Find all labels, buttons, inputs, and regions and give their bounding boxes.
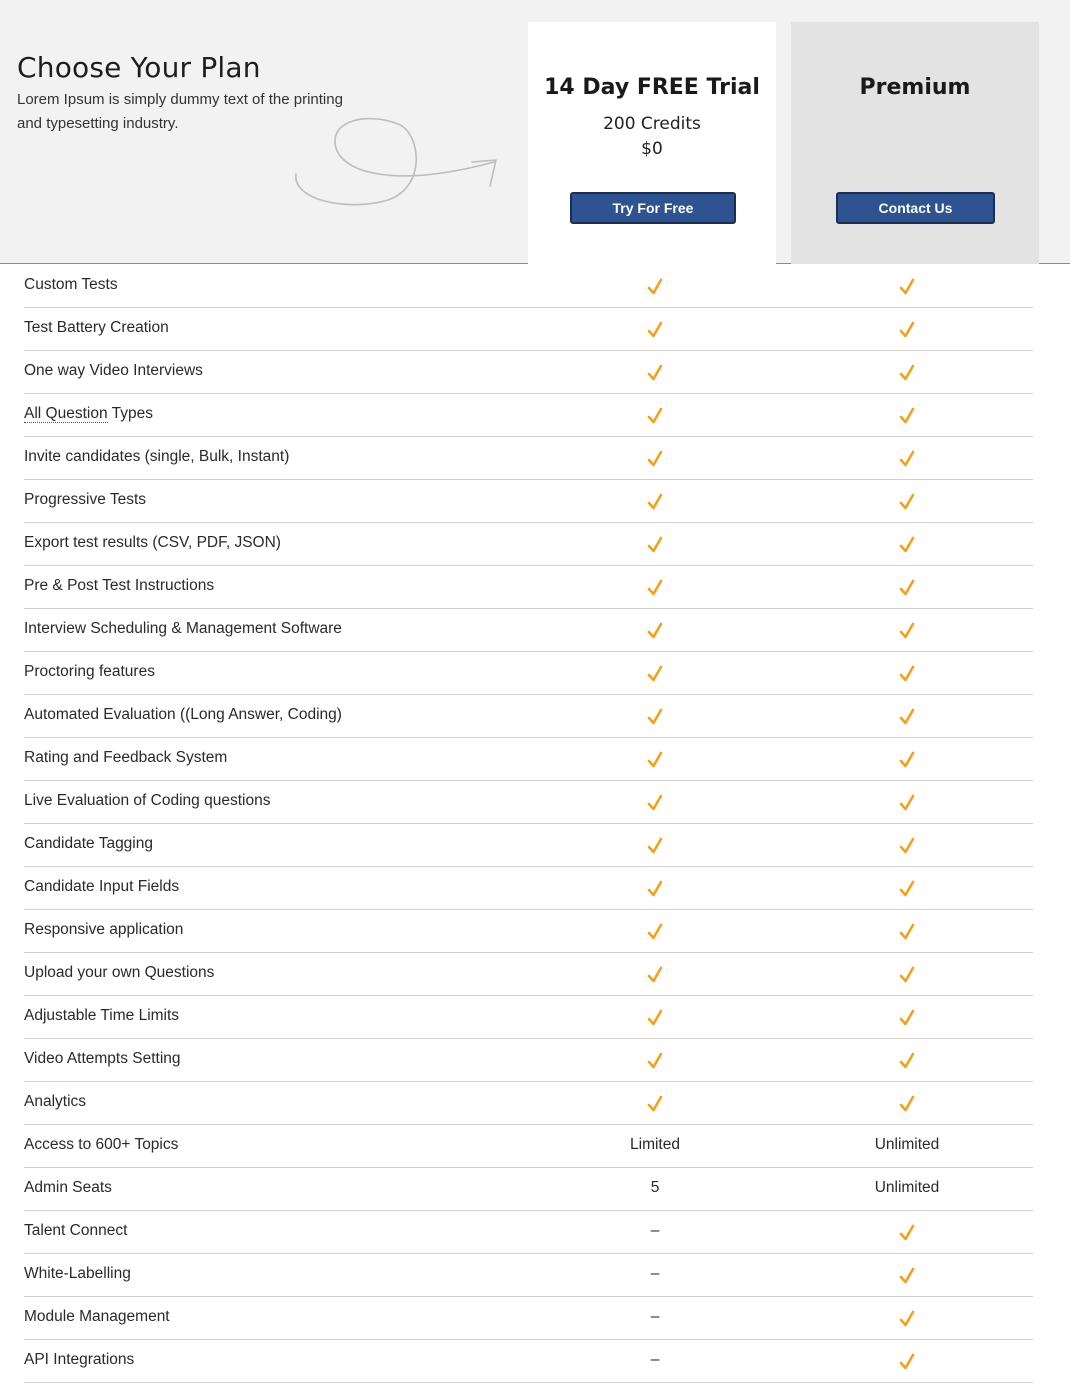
feature-value: Limited (630, 1136, 680, 1153)
table-row (24, 1082, 1033, 1125)
feature-label: Interview Scheduling & Management Software (24, 620, 342, 637)
feature-value: 5 (650, 1179, 660, 1196)
not-included-dash: – (650, 1308, 660, 1325)
table-row (24, 695, 1033, 738)
table-row (24, 1254, 1033, 1297)
check-icon (595, 791, 715, 813)
check-icon (847, 318, 967, 340)
check-icon (595, 318, 715, 340)
table-row (24, 1297, 1033, 1340)
check-icon (847, 1006, 967, 1028)
feature-label: Upload your own Questions (24, 964, 215, 981)
check-icon (595, 705, 715, 727)
feature-label: Live Evaluation of Coding questions (24, 792, 271, 809)
feature-label: Invite candidates (single, Bulk, Instant) (24, 448, 290, 465)
contact-us-button[interactable]: Contact Us (836, 192, 995, 224)
check-icon (847, 447, 967, 469)
check-icon (847, 1264, 967, 1286)
check-icon (595, 619, 715, 641)
check-icon (847, 619, 967, 641)
check-icon (847, 1092, 967, 1114)
feature-label: Test Battery Creation (24, 319, 169, 336)
plan-card-premium (791, 22, 1039, 264)
check-icon (847, 361, 967, 383)
loop-arrow-doodle (288, 112, 508, 216)
feature-label: Candidate Tagging (24, 835, 153, 852)
check-icon (847, 834, 967, 856)
feature-label: Adjustable Time Limits (24, 1007, 180, 1024)
feature-label: Pre & Post Test Instructions (24, 577, 215, 594)
table-row (24, 351, 1033, 394)
not-included-dash: – (650, 1222, 660, 1239)
check-icon (595, 447, 715, 469)
check-icon (847, 404, 967, 426)
check-icon (595, 361, 715, 383)
feature-label: Custom Tests (24, 276, 118, 293)
feature-label: Proctoring features (24, 663, 155, 680)
table-row (24, 1125, 1033, 1168)
check-icon (595, 1092, 715, 1114)
check-icon (595, 662, 715, 684)
feature-label: Candidate Input Fields (24, 878, 180, 895)
feature-label: Responsive application (24, 921, 184, 938)
check-icon (847, 1307, 967, 1329)
feature-label: Progressive Tests (24, 491, 147, 508)
table-row (24, 867, 1033, 910)
feature-label: Video Attempts Setting (24, 1050, 181, 1067)
check-icon (847, 920, 967, 942)
plan-name: 14 Day FREE Trial (544, 75, 760, 100)
feature-label: Access to 600+ Topics (24, 1136, 179, 1153)
table-row (24, 308, 1033, 351)
check-icon (847, 576, 967, 598)
table-row (24, 1168, 1033, 1211)
check-icon (847, 1221, 967, 1243)
table-row (24, 1211, 1033, 1254)
table-row (24, 824, 1033, 867)
table-row (24, 480, 1033, 523)
feature-label-rest: Types (107, 405, 153, 422)
check-icon (847, 791, 967, 813)
feature-label: Rating and Feedback System (24, 749, 228, 766)
plan-credits: 200 Credits (603, 114, 701, 134)
check-icon (595, 877, 715, 899)
table-row (24, 910, 1033, 953)
table-row (24, 953, 1033, 996)
try-for-free-button[interactable]: Try For Free (570, 192, 736, 224)
description-line-1: Lorem Ipsum is simply dummy text of the printing (17, 91, 343, 108)
feature-label: API Integrations (24, 1351, 135, 1368)
check-icon (847, 533, 967, 555)
check-icon (847, 1350, 967, 1372)
check-icon (847, 275, 967, 297)
check-icon (595, 1006, 715, 1028)
table-row (24, 265, 1033, 308)
check-icon (595, 576, 715, 598)
check-icon (595, 490, 715, 512)
check-icon (595, 533, 715, 555)
feature-value: Unlimited (874, 1179, 940, 1196)
check-icon (847, 748, 967, 770)
feature-label: Talent Connect (24, 1222, 128, 1239)
table-row (24, 523, 1033, 566)
table-row (24, 1340, 1033, 1383)
check-icon (847, 1049, 967, 1071)
plan-card-trial (528, 22, 776, 264)
page-title: Choose Your Plan (17, 51, 261, 84)
feature-label: Admin Seats (24, 1179, 112, 1196)
table-row (24, 738, 1033, 781)
check-icon (847, 662, 967, 684)
feature-label: White-Labelling (24, 1265, 131, 1282)
check-icon (847, 490, 967, 512)
plan-price: $0 (641, 139, 663, 159)
feature-value: Unlimited (874, 1136, 940, 1153)
check-icon (595, 834, 715, 856)
not-included-dash: – (650, 1351, 660, 1368)
feature-tooltip-term[interactable]: All Question (24, 405, 108, 422)
not-included-dash: – (650, 1265, 660, 1282)
table-row (24, 652, 1033, 695)
table-row (24, 1039, 1033, 1082)
check-icon (595, 963, 715, 985)
table-row (24, 566, 1033, 609)
table-row (24, 996, 1033, 1039)
check-icon (847, 705, 967, 727)
check-icon (847, 963, 967, 985)
check-icon (595, 748, 715, 770)
check-icon (595, 275, 715, 297)
feature-label: Export test results (CSV, PDF, JSON) (24, 534, 281, 551)
check-icon (595, 404, 715, 426)
feature-label: Module Management (24, 1308, 170, 1325)
feature-label (24, 404, 153, 424)
table-row (24, 394, 1033, 437)
feature-label: Analytics (24, 1093, 87, 1110)
check-icon (847, 877, 967, 899)
table-row (24, 781, 1033, 824)
check-icon (595, 920, 715, 942)
table-row (24, 609, 1033, 652)
feature-comparison-table (24, 265, 1033, 1383)
plan-name: Premium (859, 75, 971, 100)
check-icon (595, 1049, 715, 1071)
table-row (24, 437, 1033, 480)
feature-label: One way Video Interviews (24, 362, 203, 379)
description-line-2: and typesetting industry. (17, 115, 179, 132)
feature-label: Automated Evaluation ((Long Answer, Coding) (24, 706, 342, 723)
